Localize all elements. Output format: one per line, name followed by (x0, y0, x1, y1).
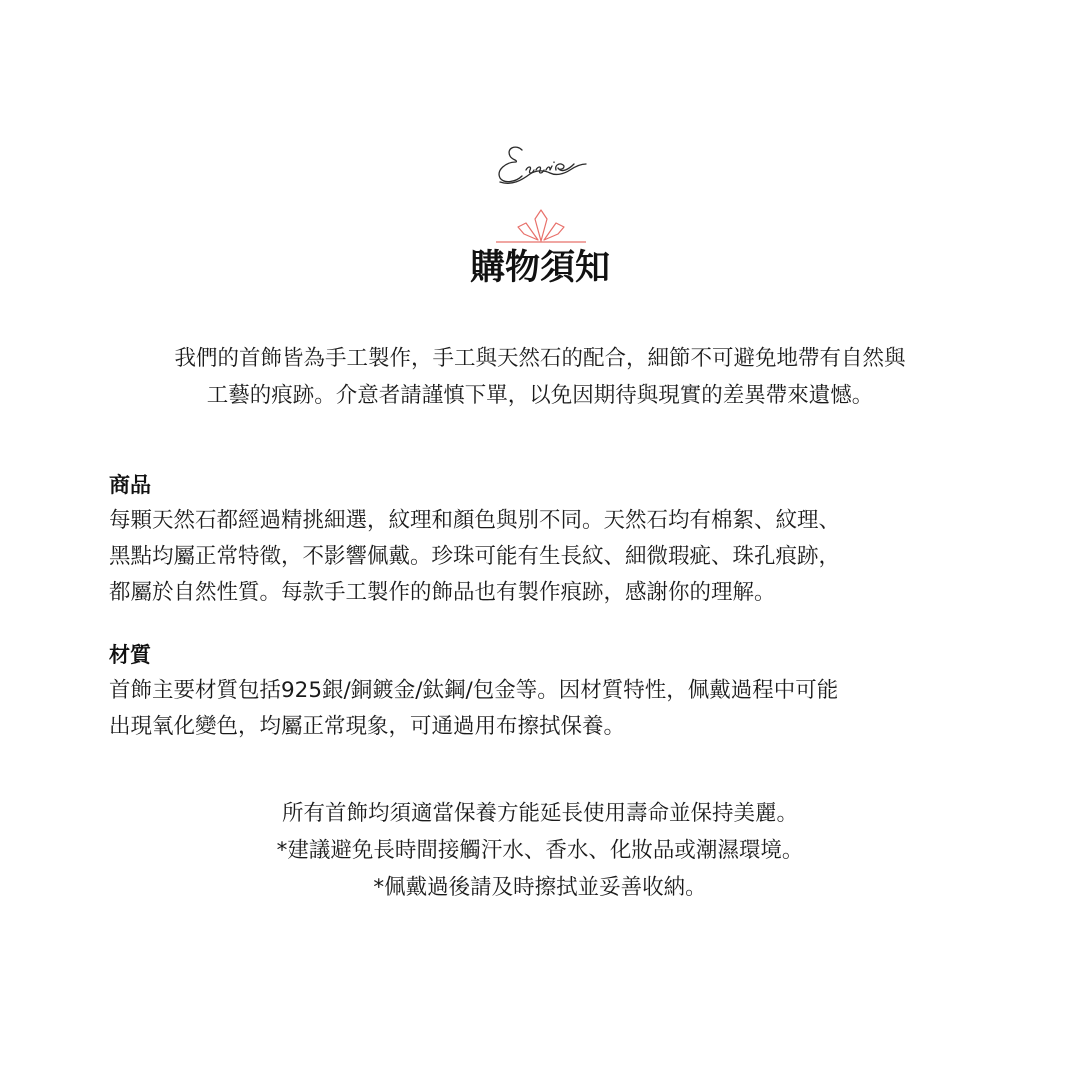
care-note-line: *建議避免長時間接觸汗水、香水、化妝品或潮濕環境。 (276, 838, 804, 863)
intro-line: 工藝的痕跡。介意者請謹慎下單，以免因期待與現實的差異帶來遺憾。 (206, 383, 874, 408)
essie-signature-icon (492, 140, 588, 190)
care-notes (0, 795, 1080, 906)
section-material (109, 637, 989, 745)
intro-paragraph (100, 340, 980, 414)
section-line: 每顆天然石都經過精挑細選，紋理和顏色與別不同。天然石均有棉絮、紋理、 (109, 508, 841, 533)
page-title: 購物須知 (469, 248, 610, 288)
section-line: 都屬於自然性質。每款手工製作的飾品也有製作痕跡，感謝你的理解。 (109, 580, 776, 605)
section-line: 首飾主要材質包括925銀/銅鍍金/鈦鋼/包金等。因材質特性，佩戴過程中可能 (109, 678, 839, 703)
section-heading-material: 材質 (109, 643, 151, 667)
care-note-line: 所有首飾均須適當保養方能延長使用壽命並保持美麗。 (281, 801, 798, 826)
crystal-ornament-icon (494, 208, 588, 246)
care-note-line: *佩戴過後請及時擦拭並妥善收納。 (373, 875, 707, 900)
section-line: 出現氧化變色，均屬正常現象，可通過用布擦拭保養。 (109, 714, 626, 739)
intro-line: 我們的首飾皆為手工製作，手工與天然石的配合，細節不可避免地帶有自然與 (174, 346, 906, 371)
decorative-crystal-ornament (494, 208, 588, 246)
section-line: 黑點均屬正常特徵，不影響佩戴。珍珠可能有生長紋、細微瑕疵、珠孔痕跡， (109, 544, 841, 569)
section-heading-products: 商品 (109, 473, 151, 497)
brand-logo (492, 140, 588, 190)
section-products (109, 467, 989, 611)
